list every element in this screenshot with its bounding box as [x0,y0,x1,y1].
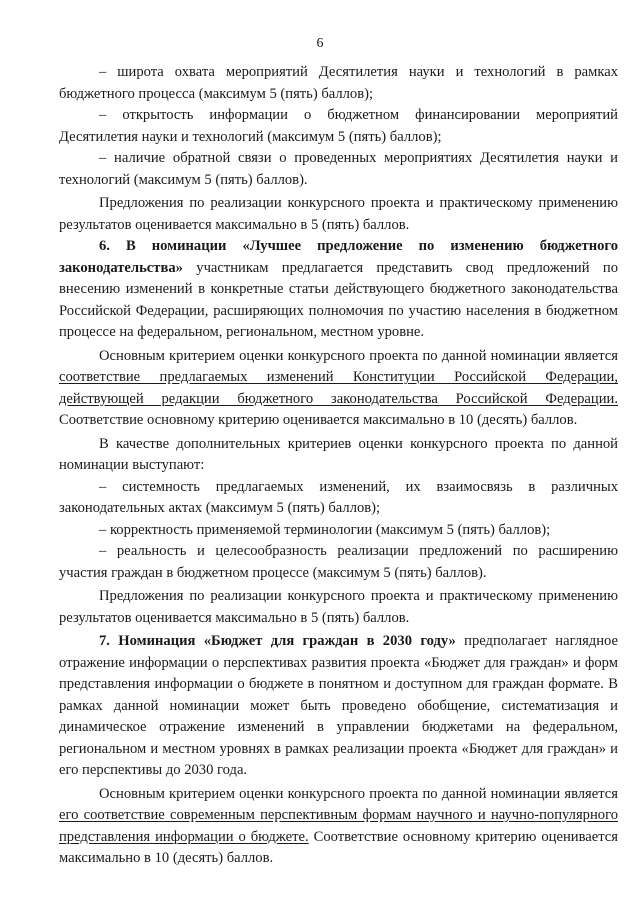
paragraph-p4 [59,193,618,236]
text-run: – широта охвата мероприятий Десятилетия науки и технологий в рамках бюджетного процесса (максимум 5 (пять) баллов); [59,64,618,102]
text-run: В качестве дополнительных критериев оценки конкурсного проекта по данной номинации выступают: [59,435,618,473]
text-run: Соответствие основному критерию оценивается максимально в 10 (десять) баллов. [59,828,618,866]
text-run: участникам предлагается представить свод предложений по внесению изменений в конкретные статьи действующего бюджетного законодательства Российской Федерации, расширяющих полномочия по участию населения в бюджетном процессе на федеральном, региональном, местном уровне. [59,259,618,340]
paragraph-p12 [59,631,618,782]
paragraph-p11 [59,586,618,629]
text-run: – наличие обратной связи о проведенных мероприятиях Десятилетия науки и технологий (максимум 5 (пять) баллов). [59,150,618,188]
text-run: Соответствие основному критерию оценивается максимально в 10 (десять) баллов. [59,412,578,428]
paragraph-p9 [59,520,618,542]
paragraph-p10 [59,541,618,584]
text-run: Основным критерием оценки конкурсного проекта по данной номинации является [99,347,618,364]
text-run: – корректность применяемой терминологии (максимум 5 (пять) баллов); [99,521,551,538]
text-run: предполагает наглядное отражение информации о перспективах развития проекта «Бюджет для граждан» и форм представления информации о бюджете в понятном и доступном для граждан формате. В рамках данной номинации может быть проведено обобщение, систематизация и динамическое отражение изменений в управлении бюджетами на федеральном, региональном и местном уровнях в рамках реализации проекта «Бюджет для граждан» и его перспективы до 2030 года. [59,633,618,778]
bold-heading: 6. В номинации «Лучшее предложение по изменению бюджетного законодательства» [59,238,618,276]
paragraph-p2 [59,105,618,148]
text-run: Основным критерием оценки конкурсного проекта по данной номинации является [99,785,618,802]
text-run: – системность предлагаемых изменений, их взаимосвязь в различных законодательных актах (максимум 5 (пять) баллов); [59,478,618,516]
text-run: – открытость информации о бюджетном финансировании мероприятий Десятилетия науки и технологий (максимум 5 (пять) баллов); [59,107,618,145]
paragraph-p3 [59,148,618,191]
page-number: 6 [316,36,324,51]
paragraph-p5 [59,236,618,344]
text-run: – реальность и целесообразность реализации предложений по расширению участия граждан в бюджетном процессе (максимум 5 (пять) баллов). [59,543,618,581]
text-run: Предложения по реализации конкурсного проекта и практическому применению результатов оценивается максимально в 5 (пять) баллов. [59,588,618,626]
paragraph-p13 [59,784,618,870]
document-body [59,62,618,870]
underlined-criterion: его соответствие современным перспективным формам научного и научно-популярного представления информации о бюджете. [59,807,618,845]
paragraph-p6 [59,346,618,432]
text-run: Предложения по реализации конкурсного проекта и практическому применению результатов оценивается максимально в 5 (пять) баллов. [59,195,618,233]
paragraph-p1 [59,62,618,105]
paragraph-p8 [59,477,618,520]
bold-heading: 7. Номинация «Бюджет для граждан в 2030 году» [99,633,456,649]
underlined-criterion: соответствие предлагаемых изменений Конституции Российской Федерации, действующей редакции бюджетного законодательства Российской Федерации. [59,369,618,407]
paragraph-p7 [59,434,618,477]
